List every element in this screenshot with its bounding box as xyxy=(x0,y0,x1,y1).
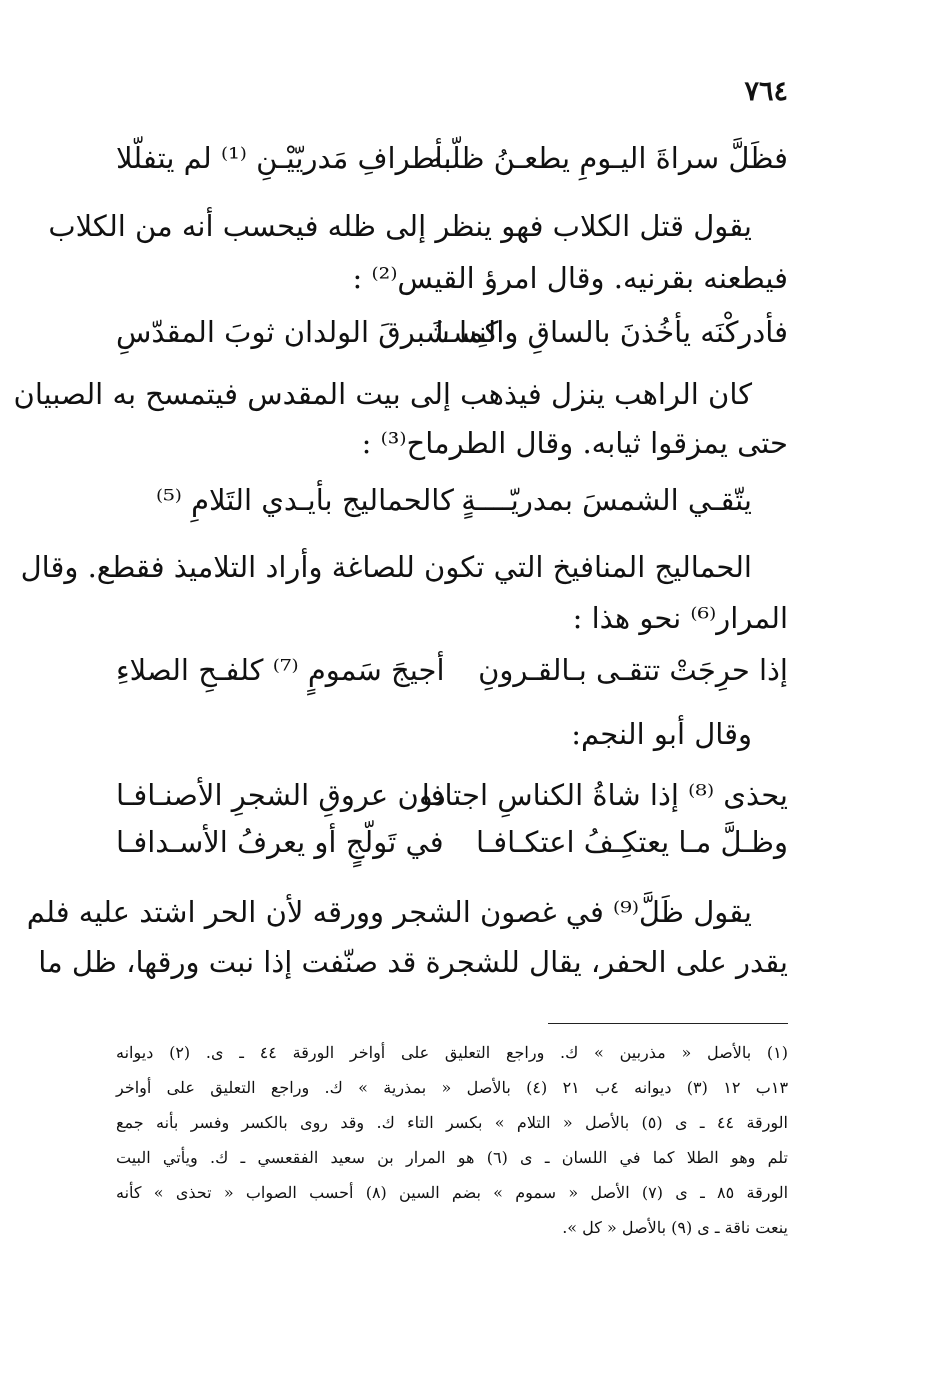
verse-hemistich-second: أجيجَ سَمومٍ ⁽⁷⁾ كلفـحِ الصلاءِ xyxy=(116,653,445,687)
prose-line: المرار⁽⁶⁾ نحو هذا : xyxy=(572,601,788,635)
footnote-line: الورقة ٤٤ ـ ى (٥) بالأصل « التلام » بكسر التاء ك. وقد روى بالكسر وفسر بأنه جمع xyxy=(116,1113,789,1132)
prose-line: الحماليج المنافيخ التي تكون للصاغة وأراد التلاميذ فقطع. وقال xyxy=(20,550,752,584)
footnote-separator xyxy=(548,1023,788,1024)
prose-line: يقول قتل الكلاب فهو ينظر إلى ظله فيحسب أنه من الكلاب xyxy=(48,209,752,243)
footnote-line: ينعت ناقة ـ ى (٩) بالأصل « كل ». xyxy=(562,1218,788,1237)
verse-hemistich-first: فأدركْنَه يأخُذنَ بالساقِ والنِسـا xyxy=(435,315,788,349)
verse-hemistich-first: يحذى ⁽⁸⁾ إذا شاةُ الكناسِ اجتافا xyxy=(421,778,788,812)
prose-line: حتى يمزقوا ثيابه. وقال الطرماح⁽³⁾ : xyxy=(361,426,788,460)
prose-line: فيطعنه بقرنيه. وقال امرؤ القيس⁽²⁾ : xyxy=(352,261,788,295)
prose-line: يقدر على الحفر، يقال للشجرة قد صنّفت إذا نبت ورقها، ظل ما xyxy=(38,945,788,979)
verse-line xyxy=(116,312,788,352)
verse-line xyxy=(116,822,788,862)
verse-line xyxy=(116,138,788,178)
verse-line xyxy=(116,480,788,520)
footnote-line: ١٣ب ١٢ (٣) ديوانه ٤ب ٢١ (٤) بالأصل « بمذرية » ك. وراجع التعليق على أواخر xyxy=(116,1078,789,1097)
footnote-line: (١) بالأصل « مذربين » ك. وراجع التعليق على أواخر الورقة ٤٤ ـ ى. (٢) ديوانه xyxy=(116,1043,789,1062)
verse-hemistich-second: في تَولّجٍ أو يعرفُ الأسـدافـا xyxy=(116,825,444,859)
verse-line xyxy=(116,775,788,815)
verse-line xyxy=(116,650,788,690)
verse-hemistich-first: فظَلَّ سراةَ اليـومِ يطعـنُ ظلّـه xyxy=(427,141,788,175)
footnote-line: تلم وهو الطلا كما في اللسان ـ ى (٦) هو المرار بن سعيد الفقعسي ـ ك. ويأتي البيت xyxy=(116,1148,789,1167)
page-number: ٧٦٤ xyxy=(744,76,788,107)
verse-hemistich-first: إذا حرِجَتْ تتقـى بـالقـرونِ xyxy=(478,653,788,687)
verse-hemistich-second: دون عروقِ الشجرِ الأصنـافـا xyxy=(116,778,446,812)
verse-hemistich-first: وظـلَّ مـا يعتكِـفُ اعتكـافـا xyxy=(475,825,788,859)
footnote-line: الورقة ٨٥ ـ ى (٧) الأصل « سموم » بضم السين (٨) أحسب الصواب « تحذى » كأنه xyxy=(116,1183,789,1202)
prose-line: كان الراهب ينزل فيذهب إلى بيت المقدس فيتمسح به الصبيان xyxy=(13,377,752,411)
verse-hemistich-second: كالحماليج بأيـدي التَلامِ ⁽⁵⁾ xyxy=(156,483,454,517)
prose-line: يقول ظَلَّ⁽⁹⁾ في غصون الشجر وورقه لأن الحر اشتد عليه فلم xyxy=(26,895,752,929)
prose-line: وقال أبو النجم: xyxy=(571,717,752,751)
verse-hemistich-first: يتّقـي الشمسَ بمدريّــــةٍ xyxy=(461,483,752,517)
verse-hemistich-second: كما شَبرقَ الولدان ثوبَ المقدّسِ xyxy=(116,315,499,349)
verse-hemistich-second: بأطرافِ مَدريّيْـنِ ⁽¹⁾ لم يتفلّلا xyxy=(116,141,452,175)
